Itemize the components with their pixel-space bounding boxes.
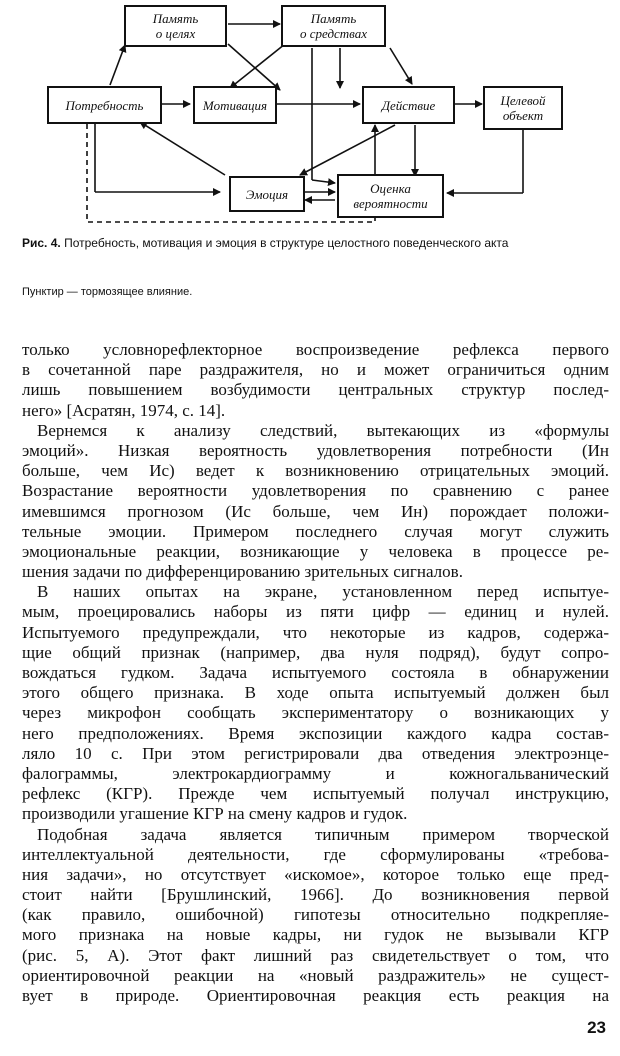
node-need: Потребность (47, 86, 162, 124)
text-line: ляло 10 с. При этом регистрировали два отведения электроэнце- (22, 743, 609, 763)
figure-note: Пунктир — тормозящее влияние. (22, 286, 193, 298)
node-target-object: Целевой объект (483, 86, 563, 130)
node-probability: Оценка вероятности (337, 174, 444, 218)
text-line: него» [Асратян, 1974, с. 14]. (22, 400, 226, 420)
body-text (22, 340, 609, 1006)
node-motivation: Мотивация (193, 86, 277, 124)
text-line: Испытуемого предупреждали, что некоторые из кадров, содержа- (22, 622, 609, 642)
text-line: ориентировочной реакции на «новый раздражитель» не сущест- (22, 965, 609, 985)
text-line: только условнорефлекторное воспроизведение рефлекса первого (22, 340, 609, 359)
text-line: него предположениях. Время экспозиции каждого кадра состав- (22, 723, 609, 743)
node-action: Действие (362, 86, 455, 124)
text-line: вождаться гудком. Задача испытуемого состояла в обнаружении (22, 663, 609, 682)
text-line: эмоциональные реакции, возникающие у человека в процессе ре- (22, 541, 609, 561)
text-line: шения задачи по дифференцированию зрительных сигналов. (22, 562, 463, 582)
node-memory-goals: Память о целях (124, 5, 227, 47)
text-line: эмоций». Низкая вероятность удовлетворения потребности (Ин (22, 440, 609, 460)
figure-caption-text: Потребность, мотивация и эмоция в структуре целостного поведенческого акта (60, 236, 509, 250)
text-line: мого признака на новые кадры, ни гудок не вызывали КГР (22, 925, 609, 945)
text-line: мым, проецировались наборы из пяти цифр — единиц и нулей. (22, 602, 609, 622)
text-line: через микрофон сообщать экспериментатору о возникающих у (22, 703, 609, 723)
text-line: в сочетанной паре раздражителя, но и может ограничиться одним (22, 360, 609, 380)
text-line: Возрастание вероятности удовлетворения по сравнению с ранее (22, 481, 609, 501)
text-line: интеллектуальной деятельности, где сформулированы «требова- (22, 844, 609, 864)
text-line: (как правило, ошибочной) гипотезы относительно подкрепляе- (22, 905, 609, 925)
text-line: В наших опытах на экране, установленном перед испытуе- (37, 582, 609, 602)
text-line: производили угашение КГР на смену кадров и гудок. (22, 804, 408, 824)
figure-diagram (0, 0, 620, 232)
text-line: фалограммы, электрокардиограмму и кожногальванический (22, 763, 609, 783)
text-line: щие общий признак (например, два нуля подряд), будут сопро- (22, 642, 609, 662)
text-line: имевшимся прогнозом (Ис больше, чем Ин) порождает положи- (22, 501, 609, 521)
text-line: вует в природе. Ориентировочная реакция есть реакция на (22, 986, 609, 1005)
node-memory-means: Память о средствах (281, 5, 386, 47)
text-line: лишь повышением возбудимости центральных структур послед- (22, 380, 609, 400)
node-emotion: Эмоция (229, 176, 305, 212)
text-line: Подобная задача является типичным примером творческой (37, 824, 609, 844)
text-line: стоит найти [Брушлинский, 1966]. До возникновения первой (22, 885, 609, 905)
figure-label: Рис. 4. (22, 236, 61, 250)
text-line: этого общего признака. В ходе опыта испытуемый должен был (22, 683, 609, 703)
text-line: ния задачи», но отсутствует «искомое», которое только еще пред- (22, 864, 609, 884)
page-number: 23 (587, 1018, 606, 1037)
text-line: рефлекс (КГР). Прежде чем испытуемый получал инструкцию, (22, 784, 609, 804)
text-line: больше, чем Ис) ведет к возникновению отрицательных эмоций. (22, 461, 609, 481)
text-line: Вернемся к анализу следствий, вытекающих из «формулы (37, 420, 609, 440)
text-line: (рис. 5, А). Этот факт лишний раз свидетельствует о том, что (22, 945, 609, 965)
text-line: тельные эмоции. Примером последнего случая могут служить (22, 521, 609, 541)
figure-caption (22, 236, 607, 251)
